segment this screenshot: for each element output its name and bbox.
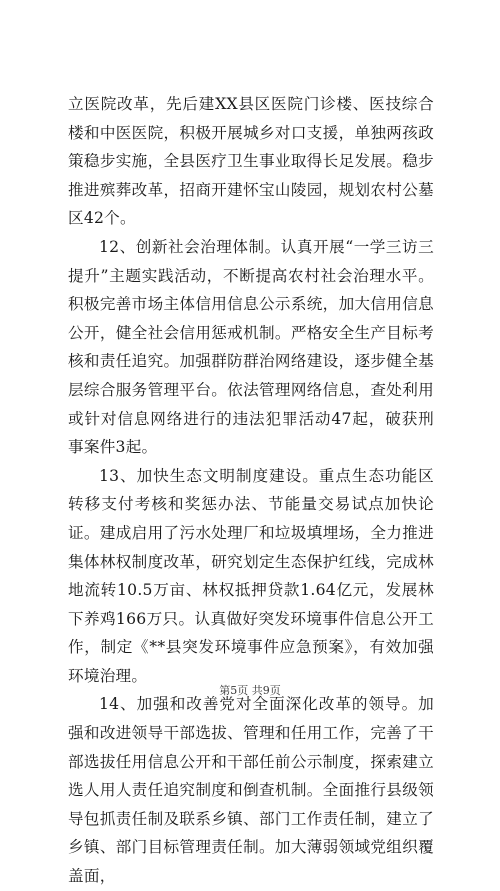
page-number-footer: 第5页 共9页 <box>219 684 281 697</box>
paragraph-social-governance: 12、创新社会治理体制。认真开展“一学三访三提升”主题实践活动，不断提高农村社会治理水平。积极完善市场主体信用信息公示系统，加大信用信息公开，健全社会信用惩戒机制。严格安全生产目标考核和责任追究。加强群防群治网络建设，逐步健全基层综合服务管理平台。依法管理网络信息，查处利用或针对信息网络进行的违法犯罪活动47起，破获刑事案件3起。 <box>68 237 434 457</box>
paragraph-ecological-civilization: 13、加快生态文明制度建设。重点生态功能区转移支付考核和奖惩办法、节能量交易试点加快论证。建成启用了污水处理厂和垃圾填埋场，全力推进集体林权制度改革，研究划定生态保护红线，完成林地流转10.5万亩、林权抵押贷款1.64亿元，发展林下养鸡166万只。认真做好突发环境事件信息公开工作，制定《**县突发环境事件应急预案》，有效加强环境治理。 <box>68 466 434 685</box>
body-text <box>68 90 434 891</box>
paragraph-party-leadership: 14、加强和改善党对全面深化改革的领导。加强和改进领导干部选拔、管理和任用工作，完善了干部选拔任用信息公开和干部任前公示制度，探索建立选人用人责任追究制度和倒查机制。全面推行县级领导包抓责任制及联系乡镇、部门工作责任制，建立了乡镇、部门目标管理责任制。加大薄弱领域党组织覆盖面， <box>68 695 434 886</box>
paragraph-continuation: 立医院改革，先后建XX县区医院门诊楼、医技综合楼和中医医院，积极开展城乡对口支援，单独两孩政策稳步实施，全县医疗卫生事业取得长足发展。稳步推进殡葬改革，招商开建怀宝山陵园，规划农村公墓区42个。 <box>68 95 434 228</box>
